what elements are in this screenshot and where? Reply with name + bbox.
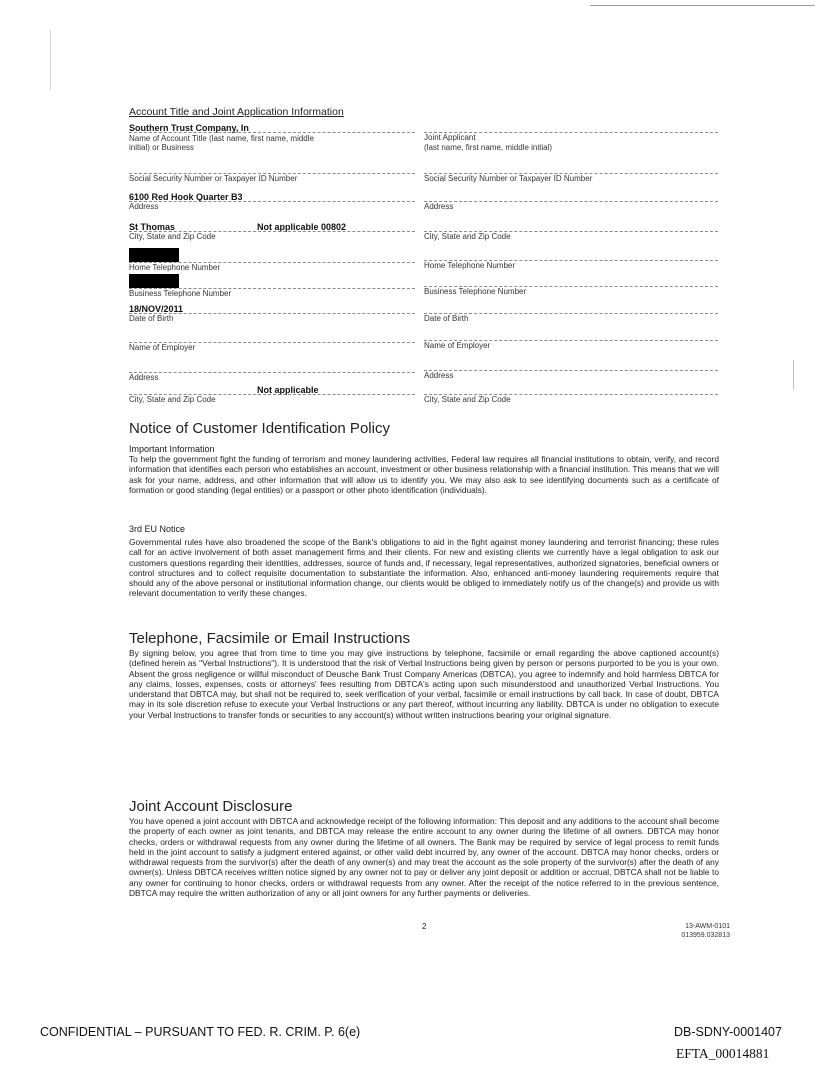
- ssn-label-left: Social Security Number or Taxpayer ID Number: [129, 174, 298, 183]
- city-field-left: [129, 219, 415, 241]
- eu-notice-text: Governmental rules have also broadened the scope of the Bank's obligations to aid in the fight against money laundering and terrorist financing; these rules call for an active involvement of both asset management firms and their clients. For new and existing clients we currently have a legal obligation to ask our customers questions regarding their identities, addresses, source of funds and, if necessary, legal representatives, authorized signatories, beneficial owners or control structures and to collect requisite documentation to substantiate the information. Also, enhanced anti-money laundering requirements require that should any of the above personal or institutional information change, our clients would be obliged to immediately notify us of the change(s) and provide us with relevant documentation to verify these changes.: [129, 537, 719, 599]
- employer-address-field-left: [129, 360, 415, 382]
- dob-field-right: [424, 301, 718, 323]
- joint-section: [129, 798, 719, 918]
- scan-artifact-left: [50, 30, 51, 90]
- joint-text: You have opened a joint account with DBTCA and acknowledge receipt of the following information: This deposit and any additions to the account shall become the property of each owner as joint tenants, and DBTCA may release the entire account to any owner during the lifetime of all owners. DBTCA may honor checks, orders or withdrawal requests from any owner during the lifetime of all owners. The Bank may be required by service of legal process to remit funds held in the joint account to satisfy a judgment entered against, or other valid debt incurred by, any owner of the account. DBTCA may honor checks, orders or withdrawal requests from the survivor(s) after the death of any owner(s) and may treat the account as the sole property of the survivor(s) after the death of any owner(s). Unless DBTCA receives written notice signed by any owner not to pay or deliver any joint deposit or addition or accrual, DBTCA shall not be liable to any owner for continuing to honor checks, orders or withdrawal requests from any owner. After the receipt of the notice referred to in the previous sentence, DBTCA may require the written authorization of any or all joint owners for any further payments or deliveries.: [129, 816, 719, 899]
- efta-number: EFTA_00014881: [676, 1046, 770, 1061]
- business-phone-field-right: [424, 274, 718, 296]
- business-phone-label-left: Business Telephone Number: [129, 289, 232, 298]
- home-phone-label-right: Home Telephone Number: [424, 261, 516, 270]
- dob-value-left: 18/NOV/2011: [129, 304, 184, 314]
- form-title: Account Title and Joint Application Information: [129, 106, 344, 118]
- address-label-right: Address: [424, 202, 454, 211]
- form-code: [640, 922, 730, 940]
- address-label-left: Address: [129, 202, 159, 211]
- dob-field-left: [129, 301, 415, 323]
- telephone-text: By signing below, you agree that from time to time you may give instructions by telephone, facsimile or email regarding the above captioned account(s) (defined herein as "Verbal Instructions"). It is understood that the risk of Verbal Instructions being given by person or persons purported to be you is your own. Absent the gross negligence or willful misconduct of Deusche Bank Trust Company Americas (DBTCA), you agree to indemnify and hold harmless DBTCA for any claims, losses, expenses, costs or attorneys' fees resulting from DBTCA's acting upon such misunderstood and unauthorized Verbal Instructions. You understand that DBTCA may, but shall not be required to, seek verification of your verbal, facsimile or email instructions by call back. In case of doubt, DBTCA may in its sole discretion refuse to execute your Verbal Instructions or any part thereof, without incurring any liability. DBTCA is under no obligation to execute your Verbal Instructions to transfer fonds or securities to any account(s) without written instructions bearing your original signature.: [129, 648, 719, 720]
- employer-city-field-right: [424, 382, 718, 404]
- employer-address-field-right: [424, 358, 718, 380]
- employer-address-label-left: Address: [129, 373, 159, 382]
- ssn-field-right: [424, 161, 718, 183]
- employer-city-label-right: City, State and Zip Code: [424, 395, 511, 404]
- joint-applicant-sublabel: (last name, first name, middle initial): [424, 143, 553, 152]
- ssn-label-right: Social Security Number or Taxpayer ID Number: [424, 174, 593, 183]
- page-number: 2: [422, 922, 427, 931]
- address-field-right: [424, 189, 718, 211]
- telephone-section: [129, 630, 719, 760]
- employer-label-left: Name of Employer: [129, 343, 196, 352]
- employer-address-label-right: Address: [424, 371, 454, 380]
- city-value-left: St Thomas: [129, 222, 176, 232]
- notice-heading: Notice of Customer Identification Policy: [129, 420, 390, 437]
- home-phone-field-right: [424, 248, 718, 270]
- ssn-field-left: [129, 161, 415, 183]
- city-extra-left: Not applicable 00802: [257, 222, 347, 232]
- address-field-left: [129, 189, 415, 211]
- home-phone-field-left: [129, 244, 415, 272]
- business-phone-field-left: [129, 270, 415, 298]
- dob-label-right: Date of Birth: [424, 314, 469, 323]
- account-title-name-value: Southern Trust Company, In: [129, 123, 249, 133]
- eu-notice-heading: 3rd EU Notice: [129, 524, 186, 534]
- dob-label-left: Date of Birth: [129, 314, 174, 323]
- joint-applicant-name-field: [424, 120, 718, 152]
- employer-field-right: [424, 328, 718, 350]
- employer-city-label-left: City, State and Zip Code: [129, 395, 216, 404]
- important-info-heading: Important Information: [129, 444, 215, 454]
- notice-section: [129, 420, 719, 599]
- scan-artifact-right: [793, 360, 794, 390]
- form-code-line-1: 13-AWM-0101: [685, 923, 730, 930]
- employer-city-value-left: Not applicable: [257, 385, 319, 395]
- city-label-right: City, State and Zip Code: [424, 232, 511, 241]
- redaction-box: [129, 248, 179, 262]
- joint-heading: Joint Account Disclosure: [129, 798, 293, 815]
- city-label-left: City, State and Zip Code: [129, 232, 216, 241]
- important-info-text: To help the government fight the funding of terrorism and money laundering activities, Federal law requires all financial institutions to obtain, verify, and record information that identifies each person who establishes an account, investment or other business relationship with a financial institution. This means that we will ask for your name, address, and other information that will allow us to identify you. We may also ask to see identifying documents such as a certificate of formation or good standing (legal entities) or a passport or other photo identification (individuals).: [129, 454, 719, 495]
- business-phone-label-right: Business Telephone Number: [424, 287, 527, 296]
- scan-artifact-top: [590, 5, 815, 6]
- employer-city-field-left: [129, 382, 415, 404]
- employer-field-left: [129, 330, 415, 352]
- city-field-right: [424, 219, 718, 241]
- employer-label-right: Name of Employer: [424, 341, 491, 350]
- address-value-left: 6100 Red Hook Quarter B3: [129, 192, 243, 202]
- account-title-name-label: Name of Account Title (last name, first name, middle initial) or Business: [129, 134, 314, 152]
- telephone-heading: Telephone, Facsimile or Email Instructions: [129, 630, 410, 647]
- form-code-line-2: 013959.032813: [681, 932, 730, 939]
- bates-number: DB-SDNY-0001407: [674, 1025, 782, 1039]
- redaction-box: [129, 274, 179, 288]
- confidential-notice: CONFIDENTIAL – PURSUANT TO FED. R. CRIM. P. 6(e): [40, 1025, 361, 1039]
- account-title-name-field: [129, 120, 415, 152]
- joint-applicant-label: Joint Applicant: [424, 133, 476, 142]
- home-phone-label-left: Home Telephone Number: [129, 263, 221, 272]
